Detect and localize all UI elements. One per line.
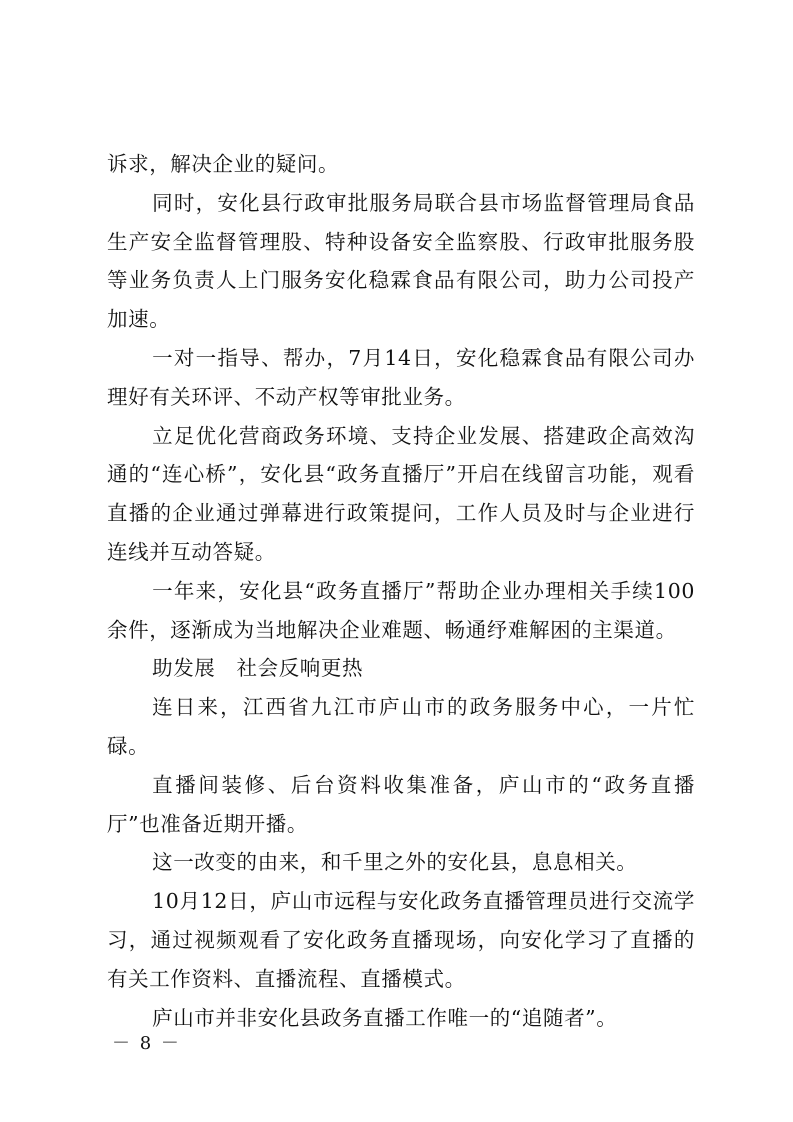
paragraph-10: 10月12日，庐山市远程与安化政务直播管理员进行交流学习，通过视频观看了安化政务直播现场，向安化学习了直播的有关工作资料、直播流程、直播模式。 xyxy=(107,889,695,991)
paragraph-8: 直播间装修、后台资料收集准备，庐山市的“政务直播厅”也准备近期开播。 xyxy=(107,772,695,836)
paragraph-7: 连日来，江西省九江市庐山市的政务服务中心，一片忙碌。 xyxy=(107,695,695,758)
paragraph-9: 这一改变的由来，和千里之外的安化县，息息相关。 xyxy=(152,850,638,875)
paragraph-11: 庐山市并非安化县政务直播工作唯一的“追随者”。 xyxy=(152,1005,618,1030)
page-number: － 8 － xyxy=(112,1033,181,1054)
paragraph-4: 立足优化营商政务环境、支持企业发展、搭建政企高效沟通的“连心桥”，安化县“政务直播厅”开启在线留言功能，观看直播的企业通过弹幕进行政策提问，工作人员及时与企业进行连线并互动答疑。 xyxy=(107,423,695,564)
paragraph-5: 一年来，安化县“政务直播厅”帮助企业办理相关手续100余件，逐渐成为当地解决企业难题、畅通纾难解困的主渠道。 xyxy=(107,578,695,642)
paragraph-3: 一对一指导、帮办，7月14日，安化稳霖食品有限公司办理好有关环评、不动产权等审批业务。 xyxy=(107,345,695,409)
paragraph-1: 诉求，解决企业的疑问。 xyxy=(107,152,340,176)
paragraph-2: 同时，安化县行政审批服务局联合县市场监督管理局食品生产安全监督管理股、特种设备安全监察股、行政审批服务股等业务负责人上门服务安化稳霖食品有限公司，助力公司投产加速。 xyxy=(107,190,695,332)
body-text xyxy=(107,145,695,1037)
section-heading: 助发展 社会反响更热 xyxy=(152,656,364,681)
